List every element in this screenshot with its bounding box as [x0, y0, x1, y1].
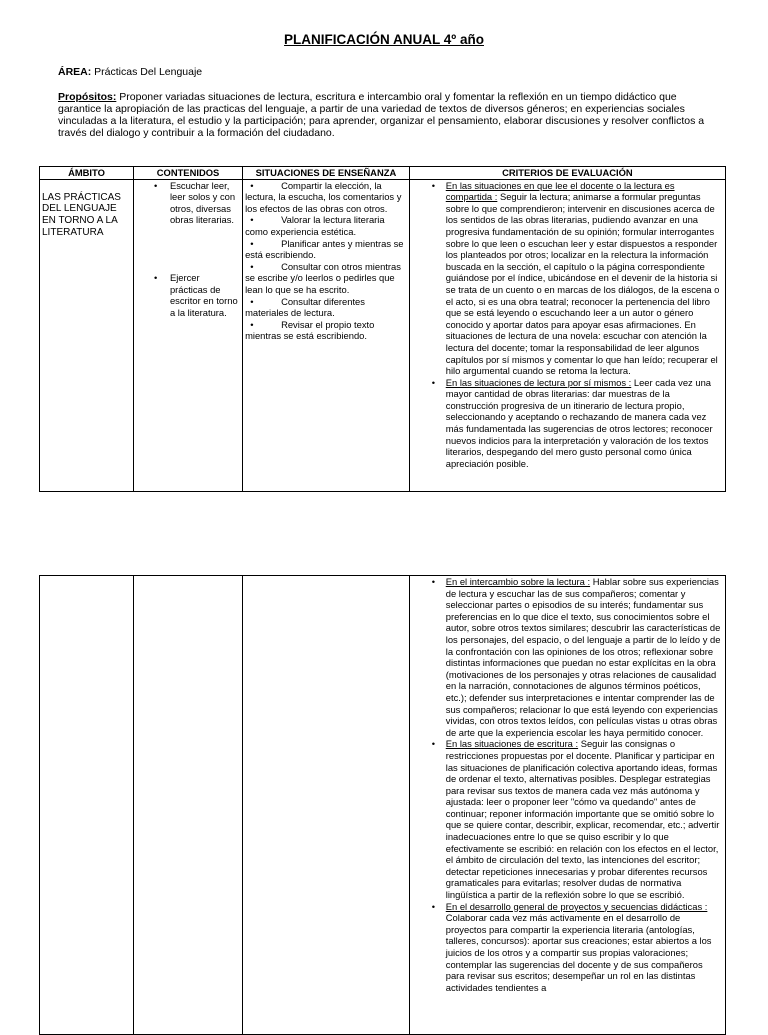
header-ambito: ÁMBITO: [40, 167, 134, 180]
propositos-text: Proponer variadas situaciones de lectura, escritura e intercambio oral y fomentar la reflexión en un tiempo didáctico que garantice la apropiación de las practicas del lenguaje, a partir de una variedad de textos de diversos géneros; en experiencias sociales vinculadas a la literatura, el estudio y la participación; para aprender, organizar el pensamiento, elaborar discusiones y resolver conflictos a través del dialogo y contribuir a la formación del ciudadano.: [58, 91, 705, 139]
page-title: PLANIFICACIÓN ANUAL 4º año: [284, 32, 484, 47]
situacion-item: • Planificar antes y mientras se está escribiendo.: [245, 237, 404, 261]
table-header-row: [40, 167, 726, 180]
criterio-item: • En las situaciones de lectura por sí mismos : Leer cada vez una mayor cantidad de obras literarias: dar muestras de la construcción progresiva de un itinerario de lectura propio, seleccionando y aceptando o rechazando de manera cada vez más fundamentada las sugerencias de otros lectores; reconocer nuevos indicios para la interpretación y valoración de los textos literarios, despegando del mero gusto personal como única apreciación posible.: [412, 377, 723, 470]
header-situaciones: SITUACIONES DE ENSEÑANZA: [243, 167, 410, 180]
propositos-label: Propósitos:: [58, 91, 117, 103]
header-contenidos: CONTENIDOS: [133, 167, 242, 180]
planning-table-page-2: [39, 575, 726, 1035]
criterio-item: • En el intercambio sobre la lectura : Hablar sobre sus experiencias de lectura y escuchar las de sus compañeros; comentar y seleccionar partes o episodios de su interés; fundamentar sus preferencias en lo que dice el texto, sus conocimientos sobre el autor, sobre otros textos similares; descubrir las características de los personajes, del espacio, o del lenguaje a partir de lo leído y de la confrontación con las opiniones de los otros; reflexionar sobre distintas informaciones que puedan no estar explícitas en la obra (motivaciones de los personajes y otras relaciones de causalidad en la narración, connotaciones de algunos términos poéticos, etc.); defender sus interpretaciones e intentar comprender las de sus compañeros; relacionar lo que está leyendo con experiencias vividas, con otros textos leídos, con películas vistas u otras obras de arte que la experiencia escolar les haya permitido conocer.: [412, 576, 723, 738]
propositos-paragraph: [58, 91, 718, 139]
criterios-cell: [409, 179, 725, 491]
table-row: [40, 576, 726, 1035]
ambito-cell: LAS PRÁCTICAS DEL LENGUAJE EN TORNO A LA LITERATURA: [40, 179, 134, 491]
situaciones-cell-empty: [243, 576, 410, 1035]
situacion-item: • Compartir la elección, la lectura, la escucha, los comentarios y los efectos de las obras con otros.: [245, 179, 402, 214]
table-row: [40, 179, 726, 491]
situaciones-cell: [243, 179, 410, 491]
area-value: Prácticas Del Lenguaje: [94, 66, 203, 78]
situacion-item: • Revisar el propio texto mientras se está escribiendo.: [245, 318, 375, 342]
situacion-item: • Consultar con otros mientras se escribe y/o leerlos o pedirles que lean lo que se ha escrito.: [245, 260, 401, 295]
situacion-item: • Consultar diferentes materiales de lectura.: [245, 295, 365, 319]
ambito-cell-empty: [40, 576, 134, 1035]
criterios-cell: [409, 576, 725, 1035]
situacion-item: • Valorar la lectura literaria como experiencia estética.: [245, 214, 385, 237]
area-label: ÁREA:: [58, 66, 92, 78]
criterio-item: • En el desarrollo general de proyectos y secuencias didácticas : Colaborar cada vez más activamente en el desarrollo de proyectos para compartir la experiencia literaria (antologías, talleres, concursos): aportar sus creaciones; estar abiertos a los juicios de los otros y a compartir sus propias valoraciones; contemplar las sugerencias del docente y de sus compañeros para revisar sus escritos; desempeñar un rol en las distintas actividades tendientes a: [412, 901, 723, 994]
contenidos-cell-empty: [133, 576, 242, 1035]
contenido-item: • Escuchar leer, leer solos y con otros, diversas obras literarias.: [136, 180, 240, 226]
contenido-item: • Ejercer prácticas de escritor en torno a la literatura.: [136, 272, 240, 318]
criterio-item: • En las situaciones de escritura : Seguir las consignas o restricciones propuestas por el docente. Planificar y participar en las situaciones de planificación colectiva aportando ideas, formas de ordenar el texto, alternativas posibles. Desplegar estrategias para revisar sus textos de manera cada vez más autónoma y ajustada: leer o proponer leer "cómo va quedando" antes de continuar; reponer información importante que se omitió sobre lo que se quiere contar, describir, explicar, recomendar, etc.; advertir inadecuaciones entre lo que se quiso escribir y lo que efectivamente se escribió: en relación con los efectos en el lector, el ámbito de circulación del texto, las intenciones del escritor; detectar repeticiones innecesarias y probar diferentes recursos gramaticales para evitarlas; resolver dudas de normativa lingüística a partir de la reflexión sobre lo que se escribió.: [412, 738, 723, 900]
criterio-item: • En las situaciones en que lee el docente o la lectura es compartida : Seguir la lectura; animarse a formular preguntas sobre lo que comprendieron; intervenir en discusiones acerca de los sentidos de las obras literarias, pudiendo avanzar en una progresiva fundamentación de su opinión; formular interrogantes sobre lo que leen o escuchan leer y estar dispuestos a responder los planteados por otros; localizar en la relectura la información buscada en la sección, el capítulo o la página correspondiente guiándose por el índice, ubicándose en el devenir de la historia si se trata de un cuento o en marcas de los diálogos, de la escena o el acto, si es una obra teatral; reconocer la pertenencia del libro que se está leyendo o escuchando leer a un autor o género conocido y aportar datos para apoyar esas afirmaciones. En situaciones de lectura de una novela: escuchar con atención la lectura del docente; tomar la responsabilidad de leer algunos capítulos por sí mismos y comentar lo que han leído; recuperar el hilo argumental cuando se retoma la lectura.: [412, 180, 723, 377]
header-criterios: CRITERIOS DE EVALUACIÓN: [409, 167, 725, 180]
planning-table-page-1: [39, 166, 726, 492]
area-line: [58, 66, 202, 78]
contenidos-cell: [133, 179, 242, 491]
